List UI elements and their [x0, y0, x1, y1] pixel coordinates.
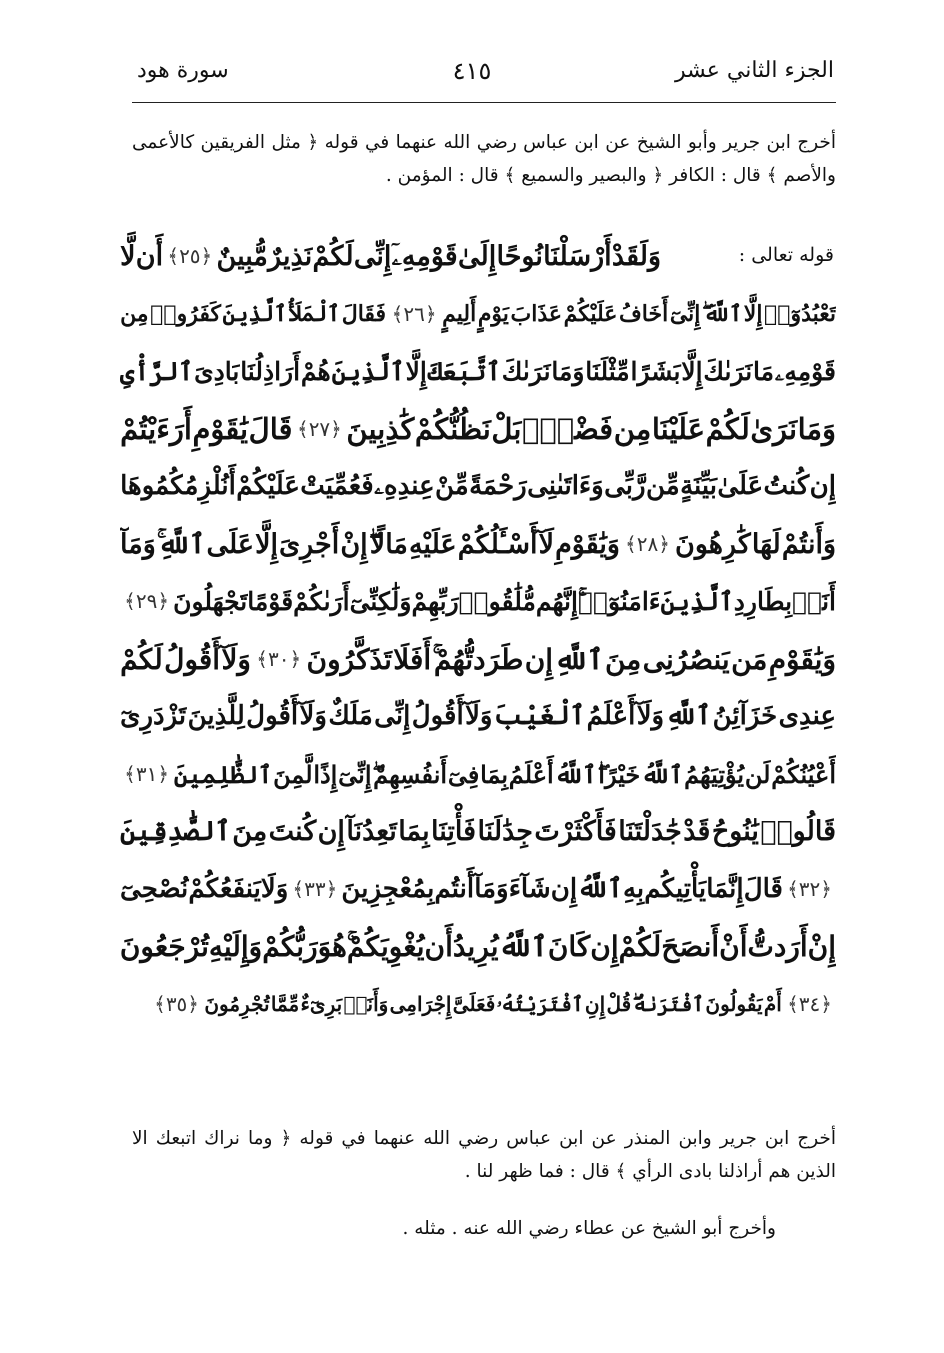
quran-word: تُجْرِمُونَ — [204, 991, 270, 1016]
quran-word: ٱفْتَرَيْتُهُۥ — [496, 991, 584, 1016]
quran-word: وَلَآ — [465, 701, 493, 731]
quran-word: نَذِيرٌ — [268, 241, 313, 272]
quran-word: مِن — [120, 300, 149, 327]
quran-word: مُّلَٰقُوا۟ — [458, 587, 536, 616]
quran-word: بَشَرًا — [630, 357, 681, 386]
quran-word: وَيَٰقَوْمِ — [555, 528, 620, 560]
quran-word: وَلَآ — [636, 701, 665, 731]
quran-word: مَالًا — [369, 528, 408, 560]
quran-word: كُنتُ — [763, 471, 810, 501]
quran-word: مِنَ — [232, 816, 268, 847]
ayah-marker: ﴿٢٨﴾ — [625, 531, 670, 556]
quran-word: أَسْـَٔلُكُمْ — [457, 528, 538, 560]
quran-word: ءَامَنُوٓا۟ — [577, 587, 661, 616]
quran-word: أَفَلَا — [393, 642, 432, 676]
quran-word: ٱتَّبَعَكَ — [427, 357, 501, 386]
quran-word: أَن — [135, 241, 164, 272]
quran-word: لَكُمْ — [120, 642, 163, 676]
quran-word: وَلَقَدْ — [611, 241, 661, 272]
quran-word: رَبُّكُمْ — [262, 930, 318, 963]
quran-word: وَمَآ — [120, 528, 156, 560]
intro-paragraph: أخرج ابن جرير وأبو الشيخ عن ابن عباس رضي الله عنهما في قوله ﴿ مثل الفريقين كالأعمى والأصم ﴾ قال : الكافر ﴿ والبصير والسميع ﴾ قال : المؤمن . — [132, 132, 836, 186]
quran-word: يُغْوِيَكُمْ — [346, 930, 425, 963]
quran-word: أَعْيُنُكُمْ — [771, 759, 836, 789]
quran-word: هُوَ — [317, 930, 347, 963]
quran-word: فَضْلٍۭ — [521, 411, 614, 446]
quran-word: لَكُمْ — [312, 241, 354, 272]
quran-word: يُرِيدُ — [452, 930, 499, 963]
quran-word: مَا — [752, 357, 774, 386]
part-title: الجزء الثاني عشر — [675, 58, 834, 83]
quran-word: جِدَٰلَنَا — [477, 816, 533, 847]
quran-block — [120, 228, 836, 1033]
quran-word: قَدْ — [683, 816, 711, 847]
quran-word: تَذَكَّرُونَ — [306, 642, 392, 676]
quran-word: بِمَا — [398, 816, 430, 847]
quran-word: إِنِّىٓ — [669, 300, 701, 327]
quran-word: أَنفُسِهِمْ — [373, 759, 448, 789]
quran-line — [120, 976, 836, 1034]
quran-word: ٱللَّهَ — [703, 300, 743, 327]
quran-word: وَلَا — [260, 873, 289, 904]
quran-word: فَأْتِنَا — [431, 816, 477, 847]
quran-word: طَرَدتُّهُمْ — [433, 642, 524, 676]
quran-word: نَرَىٰكَ — [501, 357, 551, 386]
quran-word: ٱللَّهُ — [641, 759, 684, 789]
quran-word: كَفَرُوا۟ — [150, 300, 221, 327]
quran-word: بِطَارِدِ — [733, 587, 793, 616]
quran-line — [120, 573, 836, 631]
quran-word: إِنِ — [584, 991, 606, 1016]
quran-word: وَإِلَيْهِ — [208, 930, 263, 963]
quran-word: إِنِّى — [353, 241, 392, 272]
quran-word: بِهِ — [622, 873, 645, 904]
quran-word: إِذًا — [313, 759, 338, 789]
quran-word: يُؤْتِيَهُمُ — [684, 759, 745, 789]
quran-word: يَٰقَوْمِ — [192, 411, 249, 446]
quran-word: بَرِىٓءٌ — [300, 991, 343, 1016]
quran-line — [120, 458, 836, 516]
quran-word: فَأَكْثَرْتَ — [534, 816, 617, 847]
quran-word: قَالَ — [248, 411, 293, 446]
quran-word: ٱللَّهِ — [157, 528, 206, 560]
quran-word: إِنْ — [340, 528, 368, 560]
quran-word: عَلَيْكُمْ — [236, 471, 300, 501]
quran-word: عِندِى — [778, 701, 836, 731]
quran-word: ٱلْغَيْبَ — [493, 701, 586, 731]
quran-word: إِجْرَامِى — [389, 991, 452, 1016]
quran-word: أَقُولُ — [246, 701, 299, 731]
ayah-marker: ﴿٣١﴾ — [124, 761, 170, 786]
quran-word: يَوْمٍ — [477, 300, 509, 327]
quran-word: ٱللَّهِ — [554, 642, 604, 676]
quran-word: قُلْ — [606, 991, 632, 1016]
quran-word: وَءَاتَىٰنِى — [527, 471, 604, 501]
quran-word: أَمْ — [763, 991, 782, 1016]
quran-word: جَٰدَلْتَنَا — [618, 816, 682, 847]
quran-word: يَنفَعُكُمْ — [188, 873, 261, 904]
quran-word: ٱفْتَرَىٰهُ — [633, 991, 705, 1016]
quran-word: نَرَىٰكَ — [703, 357, 753, 386]
ayah-marker: ﴿٢٧﴾ — [296, 416, 342, 441]
quran-word: ٱللَّهِ — [665, 701, 712, 731]
quran-word: أَلِيمٍ — [442, 300, 477, 327]
quran-line — [120, 861, 836, 919]
quran-line — [120, 631, 836, 689]
quran-line — [120, 803, 836, 861]
quran-word: أَنَا۠ — [792, 587, 836, 616]
quran-word: أَنُلْزِمُكُمُوهَا — [120, 471, 236, 501]
quran-word: إِلَّا — [405, 357, 427, 386]
quran-word: أَرْسَلْنَا — [543, 241, 612, 272]
quran-word: وَمَا — [797, 411, 836, 446]
quran-word: عَلَىٰ — [717, 471, 764, 501]
quran-word: أَرَدتُّ — [747, 930, 808, 963]
quran-word: إِنَّهُم — [535, 587, 578, 616]
quran-word: مِن — [613, 411, 652, 446]
quran-word: فِىٓ — [447, 759, 480, 789]
quran-word: يَأْتِيكُم — [644, 873, 707, 904]
quran-word: بَادِىَ — [194, 357, 240, 386]
quran-word: رَّبِّى — [604, 471, 646, 501]
quran-word: مُّبِينٌ — [216, 241, 268, 272]
quran-word: مِّثْلَنَا — [585, 357, 630, 386]
quran-word: وَلَآ — [299, 701, 327, 731]
quran-word: عِندِهِۦ — [374, 471, 435, 501]
quran-word: لِلَّذِينَ — [187, 701, 245, 731]
header-rule — [132, 102, 836, 103]
quran-word: ٱلَّذِينَ — [222, 300, 287, 327]
quran-word: مِّن — [645, 471, 680, 501]
quran-word: فَقَالَ — [341, 300, 387, 327]
quran-word: إِنَّمَا — [706, 873, 744, 904]
quran-word: نَرَىٰ — [750, 411, 798, 446]
quran-word: أَن — [424, 930, 453, 963]
quran-word: وَأَنَا۠ — [343, 991, 389, 1016]
quran-word: إِلَّا — [681, 357, 703, 386]
quran-word: بَلْ — [491, 411, 522, 446]
quran-word: هُمْ — [300, 357, 331, 386]
quran-word: نُوحًا — [496, 241, 543, 272]
quran-line — [120, 688, 836, 746]
quran-word: كُنتَ — [268, 816, 317, 847]
ayah-marker: ﴿٣٢﴾ — [787, 876, 832, 901]
quran-word: عَلَيْكُمْ — [563, 300, 618, 327]
quran-word: كَٰرِهُونَ — [675, 528, 751, 560]
quran-word: ٱللَّهُ — [498, 930, 548, 963]
quran-word: تَعِدُنَآ — [346, 816, 397, 847]
quran-word: إِنِّى — [374, 701, 411, 731]
quran-word: قَوْمِهِۦ — [774, 357, 836, 386]
quran-word: عَلَى — [206, 528, 254, 560]
quran-word: يَقُولُونَ — [705, 991, 763, 1016]
ayah-marker: ﴿٣٥﴾ — [154, 991, 200, 1016]
quran-word: فَعُمِّيَتْ — [300, 471, 374, 501]
quran-word: إِنْ — [807, 930, 836, 963]
ayah-marker: ﴿٣٤﴾ — [787, 991, 832, 1016]
quran-word: أَخَافُ — [619, 300, 669, 327]
quran-word: وَلَٰكِنِّىٓ — [349, 587, 412, 616]
quran-word: بِمَا — [480, 759, 508, 789]
quran-word: مَن — [731, 642, 768, 676]
quran-line — [120, 286, 836, 344]
quran-word: كَٰذِبِينَ — [346, 411, 415, 446]
page-number: ٤١٥ — [452, 57, 492, 85]
quran-word: أَرَىٰكُمْ — [293, 587, 350, 616]
quran-word: أَعْلَمُ — [586, 701, 636, 731]
quran-word: إِلَىٰ — [457, 241, 497, 272]
quran-word: لَآ — [538, 528, 555, 560]
quran-line — [120, 343, 836, 401]
surah-title: سورة هود — [137, 58, 229, 83]
quran-word: لَّمِنَ — [273, 759, 313, 789]
quran-word: يَٰنُوحُ — [711, 816, 759, 847]
quran-word: شَآءَ — [508, 873, 551, 904]
quran-word: خَزَآئِنُ — [712, 701, 778, 731]
quran-word: ٱللَّهُ — [577, 873, 623, 904]
quran-word: عَلَيْهِ — [408, 528, 457, 560]
quran-word: لَكُمْ — [705, 411, 750, 446]
quran-word: ٱلَّذِينَ — [660, 587, 734, 616]
quran-word: وَمَآ — [474, 873, 509, 904]
commentary-paragraph: وأخرج أبو الشيخ عن عطاء رضي الله عنه . مثله . — [402, 1218, 776, 1239]
quran-word: إِلَّا — [743, 300, 763, 327]
quran-word: رَبِّهِمْ — [411, 587, 459, 616]
quran-word: خَيْرًا — [598, 759, 641, 789]
quran-word: أَجْرِىَ — [279, 528, 340, 560]
ayah-marker: ﴿٣٣﴾ — [292, 876, 338, 901]
quran-word: وَيَٰقَوْمِ — [768, 642, 836, 676]
quran-word: ٱلظَّٰلِمِينَ — [173, 759, 273, 789]
quran-word: كَانَ — [547, 930, 591, 963]
quran-word: ٱللَّهُ — [554, 759, 597, 789]
ayah-marker: ﴿٢٥﴾ — [167, 244, 213, 268]
quran-word: أَقُولُ — [164, 642, 221, 676]
quran-word: قَالُوا۟ — [760, 816, 836, 847]
quran-word: تَزْدَرِىٓ — [120, 701, 187, 731]
quran-word: لَكُمْ — [618, 930, 662, 963]
quran-word: بِمُعْجِزِينَ — [341, 873, 435, 904]
quran-word: تُرْجَعُونَ — [120, 930, 209, 963]
quran-word: ٱلَّذِينَ — [331, 357, 405, 386]
quran-word: أَعْلَمُ — [508, 759, 554, 789]
ayah-marker: ﴿٢٦﴾ — [391, 301, 437, 326]
quran-word: وَمَا — [551, 357, 585, 386]
quran-word: ٱلرَّأْىِ — [120, 357, 194, 386]
quran-word: ٱلْمَلَأُ — [288, 300, 341, 327]
quran-word: أَرَءَيْتُمْ — [120, 411, 192, 446]
quran-word: عَذَابَ — [510, 300, 562, 327]
quran-word: ٱلصَّٰدِقِينَ — [120, 816, 231, 847]
quran-word: نُصْحِىٓ — [120, 873, 189, 904]
quran-line — [120, 918, 836, 976]
quran-line — [120, 516, 836, 574]
quran-word: مِّنْ — [434, 471, 469, 501]
quran-word: لَن — [744, 759, 771, 789]
quran-word: فَعَلَىَّ — [452, 991, 496, 1016]
quran-word: قَالَ — [743, 873, 783, 904]
quran-word: أَقُولُ — [411, 701, 464, 731]
quran-word: إِن — [809, 471, 836, 501]
quran-word: قَوْمِهِۦٓ — [391, 241, 458, 272]
qawl-label: قوله تعالى : — [738, 244, 834, 266]
quran-line — [120, 401, 836, 459]
quran-word: مِنَ — [604, 642, 642, 676]
quran-line — [120, 746, 836, 804]
ayah-marker: ﴿٣٠﴾ — [256, 646, 302, 671]
quran-word: أَرَاذِلُنَا — [240, 357, 301, 386]
quran-line — [120, 228, 836, 286]
quran-word: أَنصَحَ — [661, 930, 720, 963]
quran-word: وَلَآ — [221, 642, 251, 676]
quran-word: تَجْهَلُونَ — [173, 587, 248, 616]
quran-word: إِن — [524, 642, 554, 676]
quran-word: أَنْ — [719, 930, 748, 963]
quran-word: إِن — [550, 873, 578, 904]
quran-word: أَنتُم — [434, 873, 475, 904]
quran-word: قَوْمًا — [247, 587, 294, 616]
quran-word: عَلَيْنَا — [651, 411, 706, 446]
quran-word: رَحْمَةً — [469, 471, 527, 501]
quran-word: إِن — [317, 816, 345, 847]
quran-word: بَيِّنَةٍ — [680, 471, 717, 501]
quran-word: نَظُنُّكُمْ — [414, 411, 491, 446]
quran-word: إِلَّا — [255, 528, 278, 560]
quran-word: مَلَكٌ — [328, 701, 373, 731]
quran-word: إِن — [590, 930, 619, 963]
quran-word: لَّا — [120, 241, 136, 272]
quran-word: يَنصُرُنِى — [642, 642, 730, 676]
quran-word: إِنِّىٓ — [338, 759, 372, 789]
commentary-paragraph: أخرج ابن جرير وابن المنذر عن ابن عباس رضي الله عنهما في قوله ﴿ وما نراك اتبعك الا الذين هم أراذلنا بادى الرأي ﴾ قال : فما ظهر لنا . — [132, 1128, 836, 1182]
quran-word: مِّمَّا — [270, 991, 300, 1016]
quran-word: تَعْبُدُوٓا۟ — [764, 300, 836, 327]
quran-word: وَأَنتُمْ — [781, 528, 836, 560]
quran-word: لَهَا — [751, 528, 781, 560]
ayah-marker: ﴿٢٩﴾ — [124, 589, 170, 613]
